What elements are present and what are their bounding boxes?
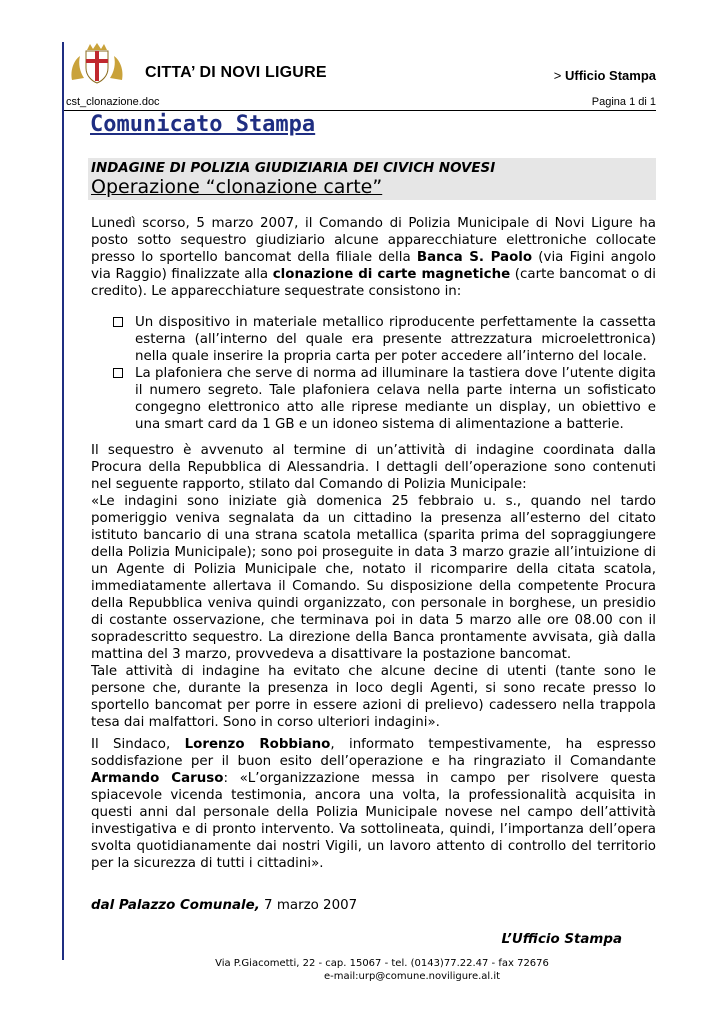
checkbox-bullet-icon bbox=[113, 317, 123, 327]
paragraph-intro-text-2: (via Figini angolo via Raggio) finalizzate alla bbox=[91, 250, 656, 282]
mayor-name: Lorenzo Robbiano bbox=[184, 737, 331, 752]
footer-address: Via P.Giacometti, 22 - cap. 15067 - tel. (0143)77.22.47 - fax 72676 bbox=[215, 958, 549, 969]
paragraph-report bbox=[91, 442, 656, 731]
report-intro: Il sequestro è avvenuto al termine di un’attività di indagine coordinata dalla Procura della Repubblica di Alessandria. I dettagli dell’operazione sono contenuti nel seguente rapporto, stilato dal Comando di Polizia Municipale: bbox=[91, 443, 656, 492]
paragraph-intro bbox=[91, 215, 656, 300]
document-title: Operazione “clonazione carte” bbox=[91, 176, 383, 198]
document-heading: Comunicato Stampa bbox=[90, 112, 316, 137]
city-name: CITTA’ DI NOVI LIGURE bbox=[145, 64, 327, 81]
office-prefix: > bbox=[553, 68, 562, 83]
paragraph-mayor-text-1: Il Sindaco, bbox=[91, 737, 185, 752]
report-quote-continued: Tale attività di indagine ha evitato che alcune decine di utenti (tante sono le persone che, durante la presenza in loco degli Agenti, si sono recate presso lo sportello bancomat per porre in essere azioni di prelievo) cadessero nella trappola tesa dai malfattori. Sono in corso ulteriori indagini». bbox=[91, 664, 656, 730]
dateline-place: dal Palazzo Comunale, bbox=[91, 898, 260, 913]
cloning-phrase: clonazione di carte magnetiche bbox=[272, 267, 511, 282]
office-label bbox=[554, 68, 656, 83]
list-item-text: La plafoniera che serve di norma ad illuminare la tastiera dove l’utente digita il numero segreto. Tale plafoniera celava nella parte interna un sofisticato congegno elettronico atto alle riprese mediante un display, un obiettivo e una smart card da 1 GB e un idoneo sistema di alimentazione a batterie. bbox=[135, 366, 656, 432]
left-margin-line bbox=[62, 42, 64, 960]
office-name: Ufficio Stampa bbox=[564, 68, 656, 83]
checkbox-bullet-icon bbox=[113, 368, 123, 378]
signature: L’Ufficio Stampa bbox=[501, 932, 622, 947]
list-item bbox=[111, 314, 656, 365]
document-filename: cst_clonazione.doc bbox=[66, 96, 160, 108]
dateline-date: 7 marzo 2007 bbox=[259, 898, 358, 913]
city-crest-icon bbox=[68, 42, 126, 84]
paragraph-mayor-text-2: , informato tempestivamente, ha espresso soddisfazione per il buon esito dell’operazione e ha ringraziato il Comandante bbox=[91, 737, 656, 769]
header-divider bbox=[64, 110, 656, 111]
list-item-text: Un dispositivo in materiale metallico riproducente perfettamente la cassetta esterna (all’interno del quale era presente attrezzatura microelettronica) nella quale inserire la propria carta per poter accedere all’interno del locale. bbox=[135, 315, 656, 364]
footer bbox=[0, 957, 724, 983]
footer-email: e-mail:urp@comune.noviligure.al.it bbox=[323, 971, 501, 982]
list-item bbox=[111, 365, 656, 433]
paragraph-intro-text-3: (carte bancomat o di credito). Le apparecchiature sequestrate consistono in: bbox=[91, 267, 656, 299]
paragraph-mayor bbox=[91, 736, 656, 872]
page-number: Pagina 1 di 1 bbox=[591, 96, 656, 108]
paragraph-mayor-text-3: : «L’organizzazione messa in campo per risolvere questa spiacevole vicenda testimonia, ancora una volta, la professionalità acquisita in questi anni dal personale della Polizia Municipale novese nel campo dell’attività investigativa e di pronto intervento. Va sottolineata, quindi, l’importanza dell’opera svolta quotidianamente dai nostri Vigili, un lavoro attento di controllo del territorio per la sicurezza di tutti i cittadini». bbox=[91, 771, 657, 871]
seized-items-list bbox=[111, 314, 656, 433]
bank-name: Banca S. Paolo bbox=[416, 250, 533, 265]
commander-name: Armando Caruso bbox=[91, 771, 224, 786]
report-quote: «Le indagini sono iniziate già domenica 25 febbraio u. s., quando nel tardo pomeriggio veniva segnalata da un cittadino la presenza all’esterno del citato istituto bancario di una strana scatola metallica (sparita prima del sopraggiungere della Polizia Municipale); sono poi proseguite in data 3 marzo grazie all’intuizione di un Agente di Polizia Municipale che, notato il ricomparire della citata scatola, immediatamente allertava il Comando. Su disposizione della competente Procura della Repubblica veniva quindi organizzato, con personale in borghese, un presidio di costante osservazione, che terminava poi in data 5 marzo alle ore 08.00 con il sopradescritto sequestro. La direzione della Banca prontamente avvisata, già dalla mattina del 3 marzo, provvedeva a disattivare la postazione bancomat. bbox=[91, 494, 656, 662]
paragraph-intro-text-1: Lunedì scorso, 5 marzo 2007, il Comando di Polizia Municipale di Novi Ligure ha posto sotto sequestro giudiziario alcune apparecchiature elettroniche collocate presso lo sportello bancomat della filiale della bbox=[91, 216, 656, 265]
document-subtitle: INDAGINE DI POLIZIA GIUDIZIARIA DEI CIVICH NOVESI bbox=[91, 161, 496, 176]
dateline bbox=[91, 898, 357, 913]
